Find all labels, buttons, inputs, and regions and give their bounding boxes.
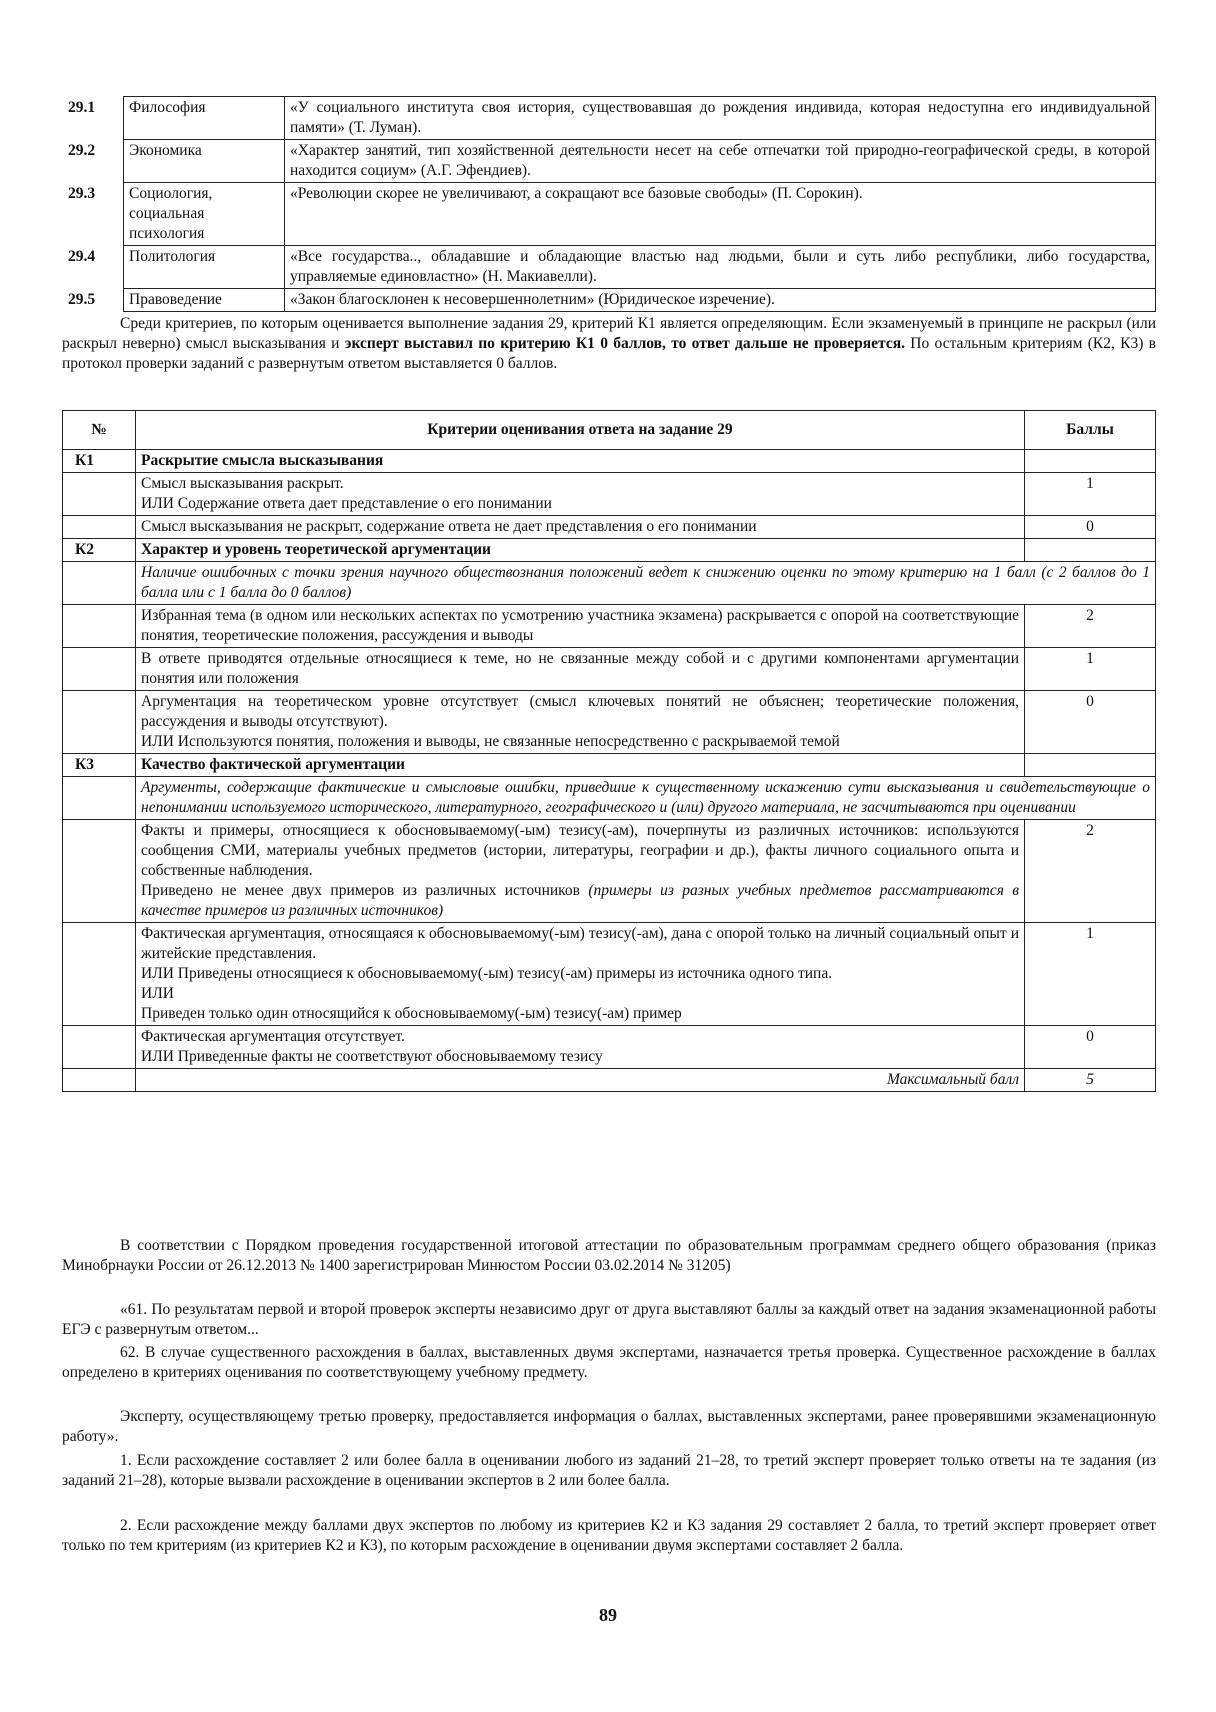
col-number-header: №: [63, 411, 136, 450]
after-text-4: Эксперту, осуществляющему третью проверку, предоставляется информация о баллах, выставленных экспертами, ранее проверявшими экзаменационную работу».: [62, 1408, 1156, 1445]
topic-quote: «Характер занятий, тип хозяйственной деятельности несет на себе отпечатки той природно-географической среды, в которой находится социум» (А.Г. Эфендиев).: [285, 140, 1156, 183]
topic-subject: Философия: [124, 97, 285, 140]
criteria-table: [62, 410, 1156, 1092]
criterion-points: 1: [1025, 923, 1156, 1026]
criterion-code: К3: [63, 754, 136, 777]
criterion-note-row: [63, 777, 1156, 820]
topic-number: 29.5: [68, 290, 96, 308]
topic-number: 29.4: [68, 247, 96, 265]
criterion-note-row: [63, 562, 1156, 605]
criterion-description: Аргументация на теоретическом уровне отсутствует (смысл ключевых понятий не объяснен; теоретические положения, рассуждения и выводы отсутствуют). ИЛИ Используются понятия, положения и выводы, не связанные непосредственно с раскрываемой темой: [136, 691, 1025, 754]
code-cell-empty: [63, 820, 136, 923]
criterion-description: Смысл высказывания раскрыт. ИЛИ Содержание ответа дает представление о его понимании: [136, 473, 1025, 516]
code-cell-empty: [63, 516, 136, 539]
criterion-row: [63, 923, 1156, 1026]
topic-quote: «Закон благосклонен к несовершеннолетним» (Юридическое изречение).: [285, 289, 1156, 312]
criterion-points-empty: [1025, 754, 1156, 777]
criterion-points: 1: [1025, 473, 1156, 516]
topic-quote: «Все государства.., обладавшие и обладающие властью над людьми, были и суть либо республики, либо государства, управляемые единовластно» (Н. Макиавелли).: [285, 246, 1156, 289]
criteria-header-row: [63, 411, 1156, 450]
intro-text-a: Среди критериев, по которым оценивается выполнение задания 29, критерий К1 является определяющим. Если экзаменуемый в принципе не раскрыл (или раскрыл неверно) смысл высказывания и: [62, 315, 1156, 352]
page-number: 89: [599, 1605, 617, 1625]
code-cell-empty: [63, 648, 136, 691]
topic-subject: Политология: [124, 246, 285, 289]
criterion-k1-title-row: [63, 450, 1156, 473]
col-points-header: Баллы: [1025, 411, 1156, 450]
topic-subject: Социология, социальная психология: [124, 183, 285, 246]
topic-number: 29.1: [68, 98, 96, 116]
criteria-head: [63, 411, 1156, 450]
criterion-note: Наличие ошибочных с точки зрения научного обществознания положений ведет к снижению оценки по этому критерию на 1 балл (с 2 баллов до 1 балла или с 1 балла до 0 баллов): [136, 562, 1156, 605]
criterion-description: Смысл высказывания не раскрыт, содержание ответа не дает представления о его понимании: [136, 516, 1025, 539]
after-text-1: В соответствии с Порядком проведения государственной итоговой аттестации по образовательным программам среднего общего образования (приказ Минобрнауки России от 26.12.2013 № 1400 зарегистрирован Минюстом России 03.02.2014 № 31205): [62, 1237, 1156, 1274]
intro-text-bold: эксперт выставил по критерию К1 0 баллов, то ответ дальше не проверяется.: [344, 335, 905, 352]
criterion-row: [63, 473, 1156, 516]
after-paragraph-4: [62, 1407, 1156, 1447]
criterion-points: 2: [1025, 820, 1156, 923]
intro-paragraph: [62, 314, 1156, 374]
criterion-description-cell: [136, 820, 1025, 923]
criterion-points: 1: [1025, 648, 1156, 691]
criterion-k2-title-row: [63, 539, 1156, 562]
col-title-header: Критерии оценивания ответа на задание 29: [136, 411, 1025, 450]
after-text-2: «61. По результатам первой и второй проверок эксперты независимо друг от друга выставляют баллы за каждый ответ на задания экзаменационной работы ЕГЭ с развернутым ответом...: [62, 1301, 1156, 1338]
criterion-title: Качество фактической аргументации: [136, 754, 1025, 777]
criteria-body: [63, 450, 1156, 1092]
topics-body: [62, 97, 1156, 312]
topic-number: 29.3: [68, 184, 96, 202]
code-cell-empty: [63, 473, 136, 516]
topic-row: [62, 140, 1156, 183]
topic-quote: «У социального института своя история, существовавшая до рождения индивида, которая недоступна его индивидуальной памяти» (Т. Луман).: [285, 97, 1156, 140]
code-cell-empty: [63, 1026, 136, 1069]
code-cell-empty: [63, 562, 136, 605]
criterion-description-italic: (примеры из разных учебных предметов рассматриваются в качестве примеров из различных источников): [141, 882, 1019, 919]
criterion-note: Аргументы, содержащие фактические и смысловые ошибки, приведшие к существенному искажению сути высказывания и свидетельствующие о непонимании используемого исторического, литературного, географического и (или) другого материала, не засчитываются при оценивании: [136, 777, 1156, 820]
after-text-5: 1. Если расхождение составляет 2 или более балла в оценивании любого из заданий 21–28, то третий эксперт проверяет только ответы на те задания (из заданий 21–28), которые вызвали расхождение в оценивании экспертов в 2 или более балла.: [62, 1452, 1156, 1489]
topic-row: [62, 246, 1156, 289]
criterion-row: [63, 648, 1156, 691]
max-score-label: Максимальный балл: [136, 1069, 1025, 1092]
criterion-points: 0: [1025, 1026, 1156, 1069]
after-paragraph-6: [62, 1516, 1156, 1556]
code-cell-empty: [63, 691, 136, 754]
criterion-row: [63, 820, 1156, 923]
criterion-description: Фактическая аргументация, относящаяся к обосновываемому(-ым) тезису(-ам), дана с опорой только на личный социальный опыт и житейские представления. ИЛИ Приведены относящиеся к обосновываемому(-ым) тезису(-ам) примеры из источника одного типа. ИЛИ Приведен только один относящийся к обосновываемому(-ым) тезису(-ам) пример: [136, 923, 1025, 1026]
after-text-6: 2. Если расхождение между баллами двух экспертов по любому из критериев К2 и К3 задания 29 составляет 2 балла, то третий эксперт проверяет ответ только по тем критериям (из критериев К2 и К3), по которым расхождение в оценивании двумя экспертами составляет 2 балла.: [62, 1517, 1156, 1554]
topic-row: [62, 289, 1156, 312]
topic-number: 29.2: [68, 141, 96, 159]
topics-table: [62, 96, 1156, 312]
criterion-title: Раскрытие смысла высказывания: [136, 450, 1025, 473]
max-score-value: 5: [1025, 1069, 1156, 1092]
topic-row: [62, 183, 1156, 246]
after-paragraph-2: [62, 1300, 1156, 1340]
code-cell-empty: [63, 1069, 136, 1092]
criterion-row: [63, 1026, 1156, 1069]
intro-text-b: По остальным критериям (К2, К3) в протокол проверки заданий с развернутым ответом выставляется 0 баллов.: [62, 335, 1156, 372]
topic-subject: Правоведение: [124, 289, 285, 312]
after-paragraph-3: [62, 1343, 1156, 1383]
criterion-description: Фактическая аргументация отсутствует. ИЛИ Приведенные факты не соответствуют обосновываемому тезису: [136, 1026, 1025, 1069]
max-score-row: [63, 1069, 1156, 1092]
criterion-row: [63, 516, 1156, 539]
topic-quote: «Революции скорее не увеличивают, а сокращают все базовые свободы» (П. Сорокин).: [285, 183, 1156, 246]
after-paragraph-5: [62, 1451, 1156, 1491]
criterion-points: 0: [1025, 691, 1156, 754]
criterion-points-empty: [1025, 539, 1156, 562]
topic-subject: Экономика: [124, 140, 285, 183]
criterion-points: 2: [1025, 605, 1156, 648]
criterion-description: В ответе приводятся отдельные относящиеся к теме, но не связанные между собой и с другими компонентами аргументации понятия или положения: [136, 648, 1025, 691]
criterion-title: Характер и уровень теоретической аргументации: [136, 539, 1025, 562]
criterion-description: Избранная тема (в одном или нескольких аспектах по усмотрению участника экзамена) раскрывается с опорой на соответствующие понятия, теоретические положения, рассуждения и выводы: [136, 605, 1025, 648]
criterion-points-empty: [1025, 450, 1156, 473]
code-cell-empty: [63, 777, 136, 820]
topic-row: [62, 97, 1156, 140]
criterion-row: [63, 605, 1156, 648]
criterion-code: К1: [63, 450, 136, 473]
criterion-code: К2: [63, 539, 136, 562]
after-paragraph-1: [62, 1236, 1156, 1276]
criterion-points: 0: [1025, 516, 1156, 539]
criterion-row: [63, 691, 1156, 754]
criterion-description: Факты и примеры, относящиеся к обосновываемому(-ым) тезису(-ам), почерпнуты из различных источников: используются сообщения СМИ, материалы учебных предметов (истории, литературы, географии и др.), факты личного социального опыта и собственные наблюдения. Приведено не менее двух примеров из различных источников: [141, 822, 1019, 899]
after-text-3: 62. В случае существенного расхождения в баллах, выставленных двумя экспертами, назначается третья проверка. Существенное расхождение в баллах определено в критериях оценивания по соответствующему учебному предмету.: [62, 1344, 1156, 1381]
code-cell-empty: [63, 605, 136, 648]
code-cell-empty: [63, 923, 136, 1026]
criterion-k3-title-row: [63, 754, 1156, 777]
